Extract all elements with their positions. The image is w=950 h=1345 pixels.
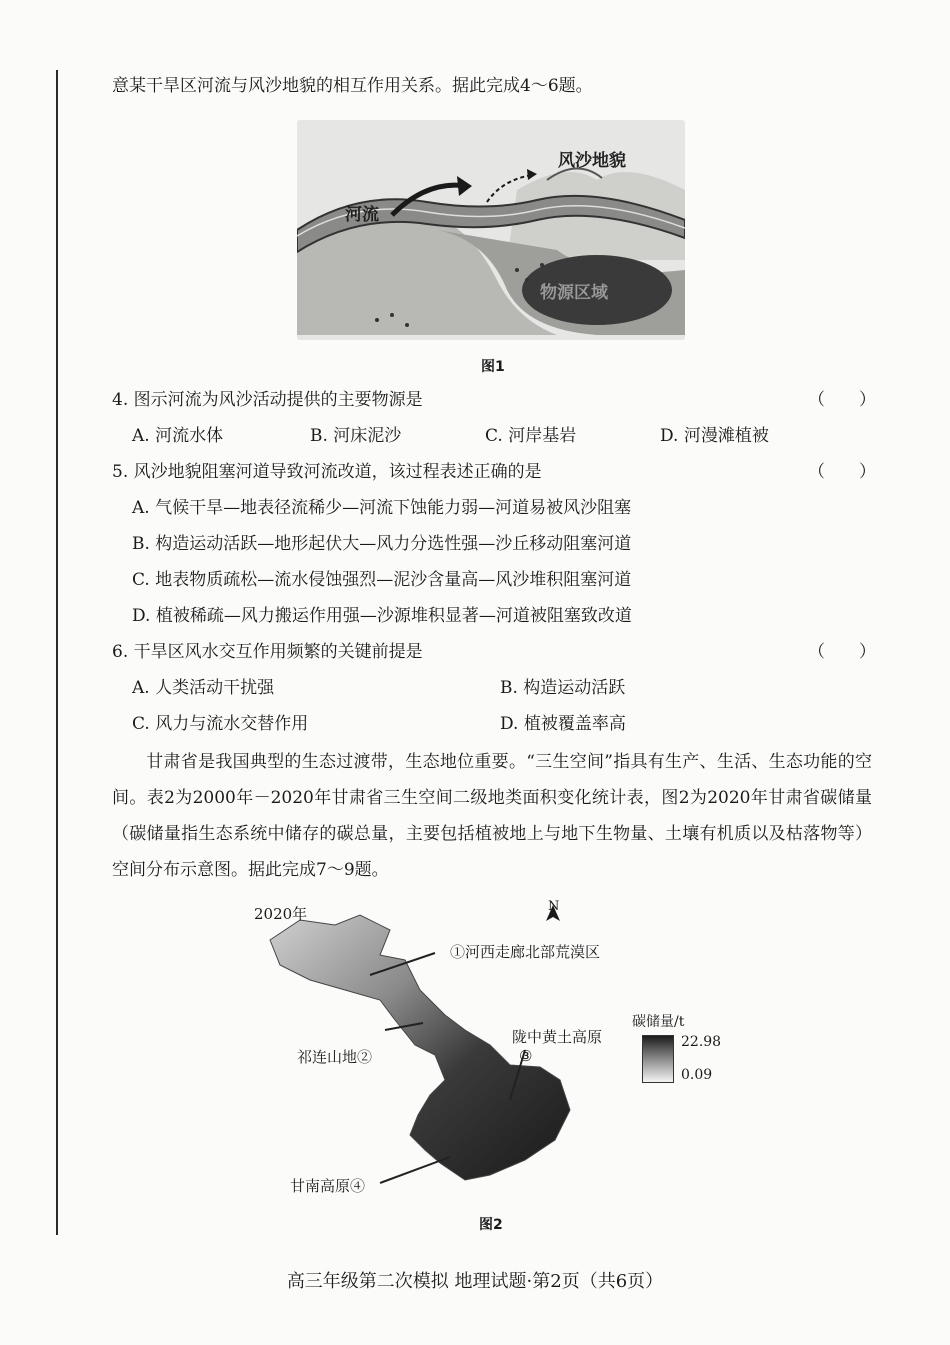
passage-text: 甘肃省是我国典型的生态过渡带，生态地位重要。“三生空间”指具有生产、生活、生态功能的空间。表2为2000年－2020年甘肃省三生空间二级地类面积变化统计表，图2为2020年甘肃省碳储量（碳储量指生态系统中储存的碳总量，主要包括植被地上与地下生物量、土壤有机质以及枯落物等）空间分布示意图。据此完成7～9题。	[112, 752, 872, 880]
legend-title: 碳储量/t	[632, 1014, 685, 1030]
region-4-label: 甘南高原④	[290, 1177, 366, 1195]
question-6-option-d: D. 植被覆盖率高	[500, 714, 626, 734]
question-6-option-a: A. 人类活动干扰强	[132, 678, 275, 698]
region-2-label: 祁连山地②	[297, 1048, 373, 1066]
question-4-option-b: B. 河床泥沙	[310, 426, 402, 446]
question-5-stem: 5. 风沙地貌阻塞河道导致河流改道，该过程表述正确的是	[112, 462, 542, 482]
leader-line-4	[380, 1157, 450, 1183]
page-footer: 高三年级第二次模拟 地理试题·第2页（共6页）	[286, 1271, 664, 1292]
label-source-area: 物源区域	[540, 283, 608, 303]
region-1-label: ①河西走廊北部荒漠区	[450, 943, 601, 961]
question-5-option-c: C. 地表物质疏松—流水侵蚀强烈—泥沙含量高—风沙堆积阻塞河道	[132, 570, 632, 590]
region-3-label: 陇中黄土高原	[512, 1028, 603, 1046]
question-5-answer-blank: （ ）	[808, 462, 876, 482]
question-6-answer-blank: （ ）	[808, 642, 876, 662]
passage-7-9	[112, 744, 872, 888]
question-4-option-a: A. 河流水体	[132, 426, 224, 446]
question-5-option-b: B. 构造运动活跃—地形起伏大—风力分选性强—沙丘移动阻塞河道	[132, 534, 632, 554]
figure-1-illustration	[297, 120, 685, 340]
figure-2-caption: 图2	[479, 1217, 503, 1233]
north-label: N	[548, 899, 560, 914]
question-5-option-d: D. 植被稀疏—风力搬运作用强—沙源堆积显著—河道被阻塞致改道	[132, 606, 632, 626]
legend-max-value: 22.98	[681, 1034, 722, 1050]
label-river: 河流	[345, 205, 379, 225]
label-aeolian-landform: 风沙地貌	[558, 151, 626, 171]
question-4-option-c: C. 河岸基岩	[485, 426, 577, 446]
legend-color-bar	[642, 1035, 674, 1083]
intro-line: 意某干旱区河流与风沙地貌的相互作用关系。据此完成4～6题。	[112, 76, 593, 96]
margin-rule	[56, 70, 58, 1235]
question-6-option-b: B. 构造运动活跃	[500, 678, 626, 698]
question-4-stem: 4. 图示河流为风沙活动提供的主要物源是	[112, 390, 423, 410]
legend-min-value: 0.09	[681, 1067, 713, 1083]
question-4-answer-blank: （ ）	[808, 390, 876, 410]
question-4-option-d: D. 河漫滩植被	[660, 426, 769, 446]
question-5-option-a: A. 气候干旱—地表径流稀少—河流下蚀能力弱—河道易被风沙阻塞	[132, 498, 632, 518]
map-year: 2020年	[254, 905, 308, 923]
region-3-number: ③	[519, 1047, 533, 1065]
question-6-option-c: C. 风力与流水交替作用	[132, 714, 309, 734]
figure-1-caption: 图1	[481, 359, 505, 375]
question-6-stem: 6. 干旱区风水交互作用频繁的关键前提是	[112, 642, 423, 662]
